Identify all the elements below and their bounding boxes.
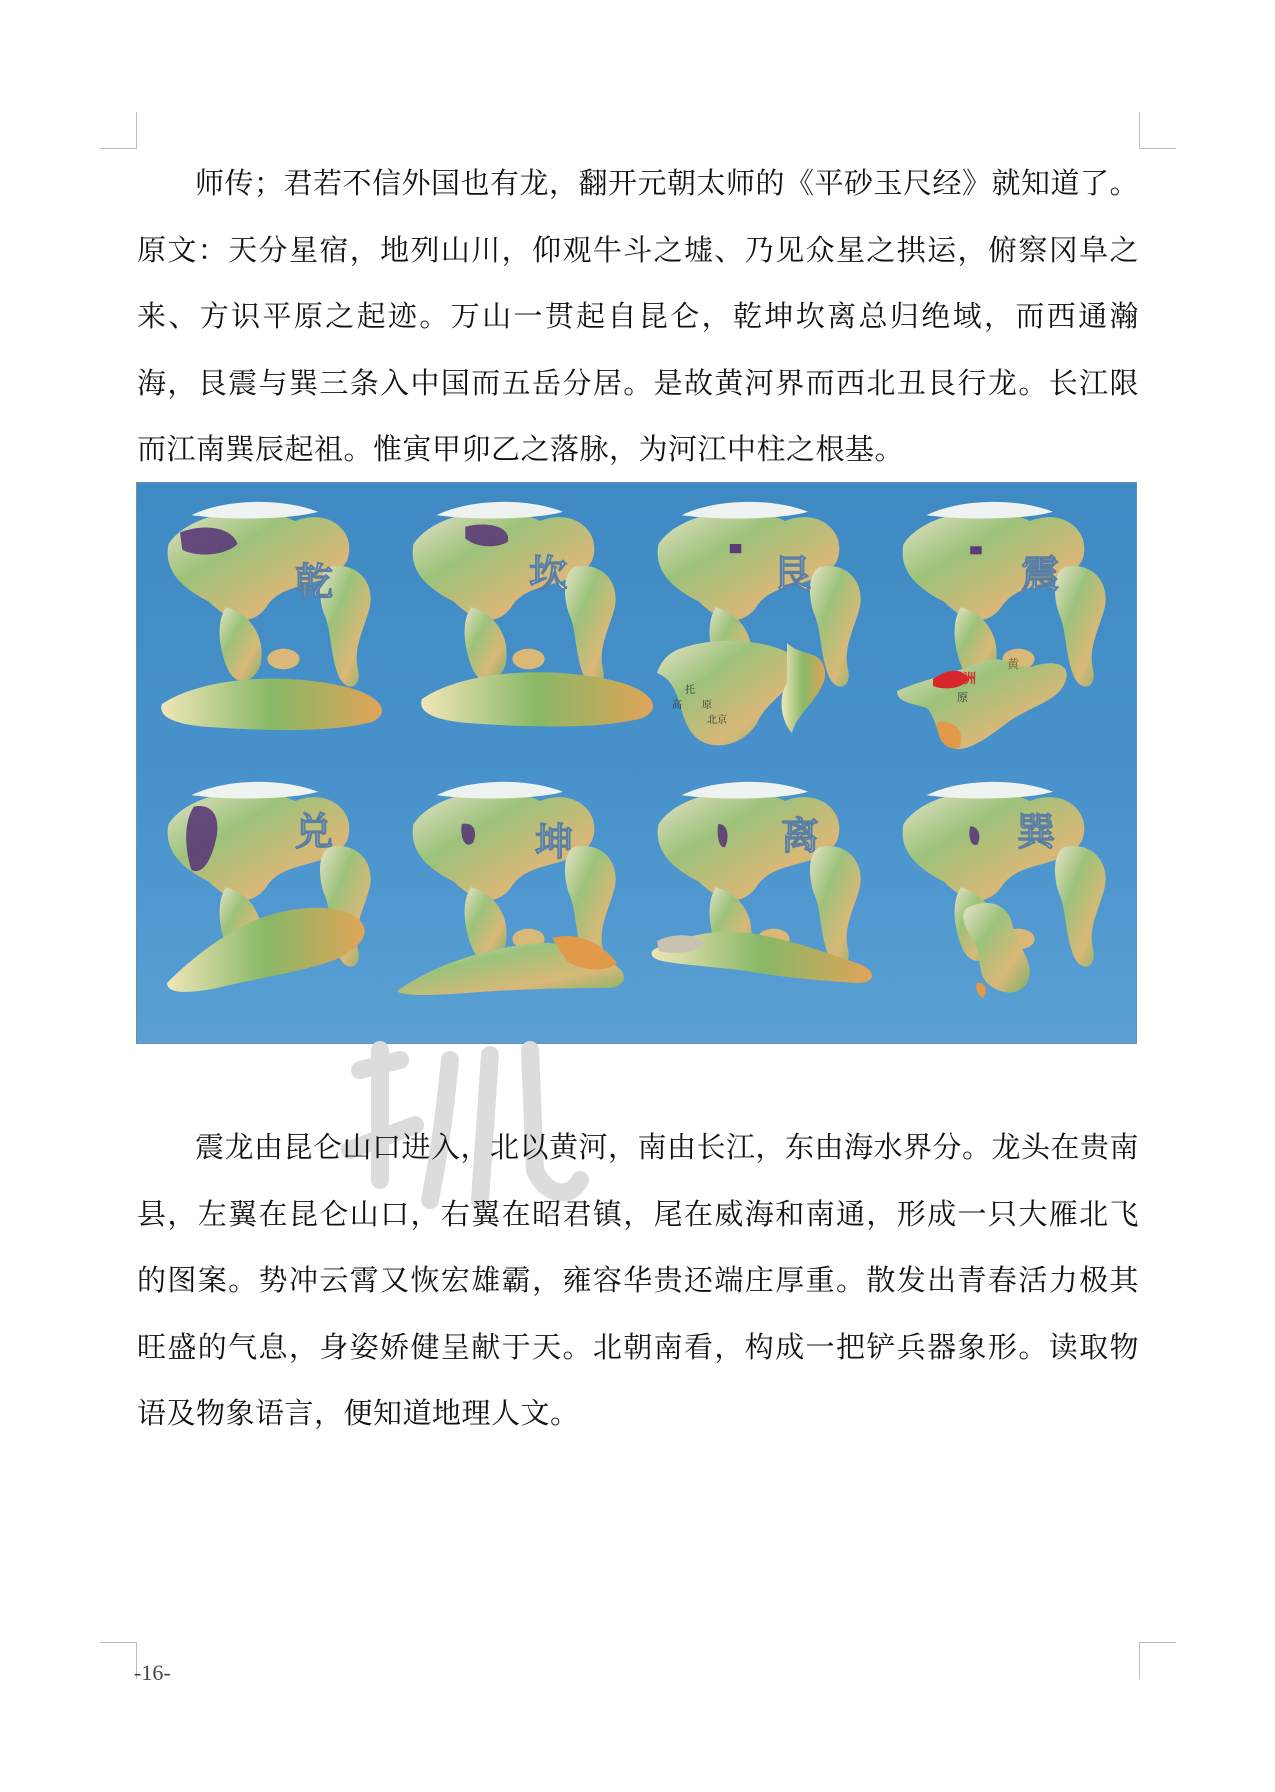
crop-mark-bottom-right — [1139, 1642, 1176, 1679]
crop-mark-bottom-left — [100, 1642, 137, 1679]
zhen-map-label-1: 黄 — [1007, 657, 1020, 671]
map-kun — [413, 782, 616, 967]
trigram-label-li: 离 — [781, 813, 820, 858]
page-number: -16- — [134, 1660, 171, 1685]
body-text-bottom — [137, 1114, 1139, 1447]
trigram-label-xun: 巽 — [1017, 809, 1056, 854]
crop-mark-top-right — [1139, 112, 1176, 149]
paragraph-2: 震龙由昆仑山口进入，北以黄河，南由长江，东由海水界分。龙头在贵南县，左翼在昆仑山口，右翼在昭君镇，尾在威海和南通，形成一只大雁北飞的图案。势冲云霄又恢宏雄霸，雍容华贵还端庄厚重。散发出青春活力极其旺盛的气息，身姿娇健呈献于天。北朝南看，构成一把铲兵器象形。读取物语及物象语言，便知道地理人文。 — [137, 1130, 1140, 1430]
crop-mark-top-left — [100, 112, 137, 149]
gen-map-label-1: 托 — [685, 685, 695, 696]
trigram-map-figure — [136, 482, 1137, 1044]
trigram-map-illustration — [137, 483, 1136, 1043]
region-map-kan — [421, 672, 653, 726]
zhen-map-label-2: 洲 — [963, 672, 977, 687]
map-kan — [413, 502, 616, 687]
gen-map-label-3: 原 — [702, 700, 712, 711]
region-map-gen — [657, 641, 825, 746]
trigram-label-kun: 坤 — [535, 819, 574, 864]
region-map-zhen — [897, 657, 1067, 749]
trigram-label-kan: 坎 — [529, 551, 568, 596]
gen-map-label-4: 北京 — [707, 715, 727, 726]
trigram-label-gen: 艮 — [773, 551, 812, 596]
body-text-top — [137, 150, 1139, 483]
trigram-label-qian: 乾 — [295, 559, 334, 604]
map-qian — [168, 502, 371, 687]
trigram-label-zhen: 震 — [1021, 551, 1060, 596]
gen-map-label-2: 高 — [672, 700, 682, 711]
paragraph-1: 师传；君若不信外国也有龙，翻开元朝太师的《平砂玉尺经》就知道了。原文：天分星宿，地列山川，仰观牛斗之墟、乃见众星之拱运，俯察冈阜之来、方识平原之起迹。万山一贯起自昆仑，乾坤坎离总归绝域，而西通瀚海，艮震与巽三条入中国而五岳分居。是故黄河界而西北丑艮行龙。长江限而江南巽辰起祖。惟寅甲卯乙之落脉，为河江中柱之根基。 — [137, 166, 1140, 466]
trigram-label-dui: 兑 — [295, 809, 334, 854]
region-map-kun — [397, 936, 624, 995]
zhen-map-label-3: 原 — [957, 691, 968, 704]
region-map-dui — [167, 908, 365, 992]
map-zhen — [903, 502, 1106, 687]
